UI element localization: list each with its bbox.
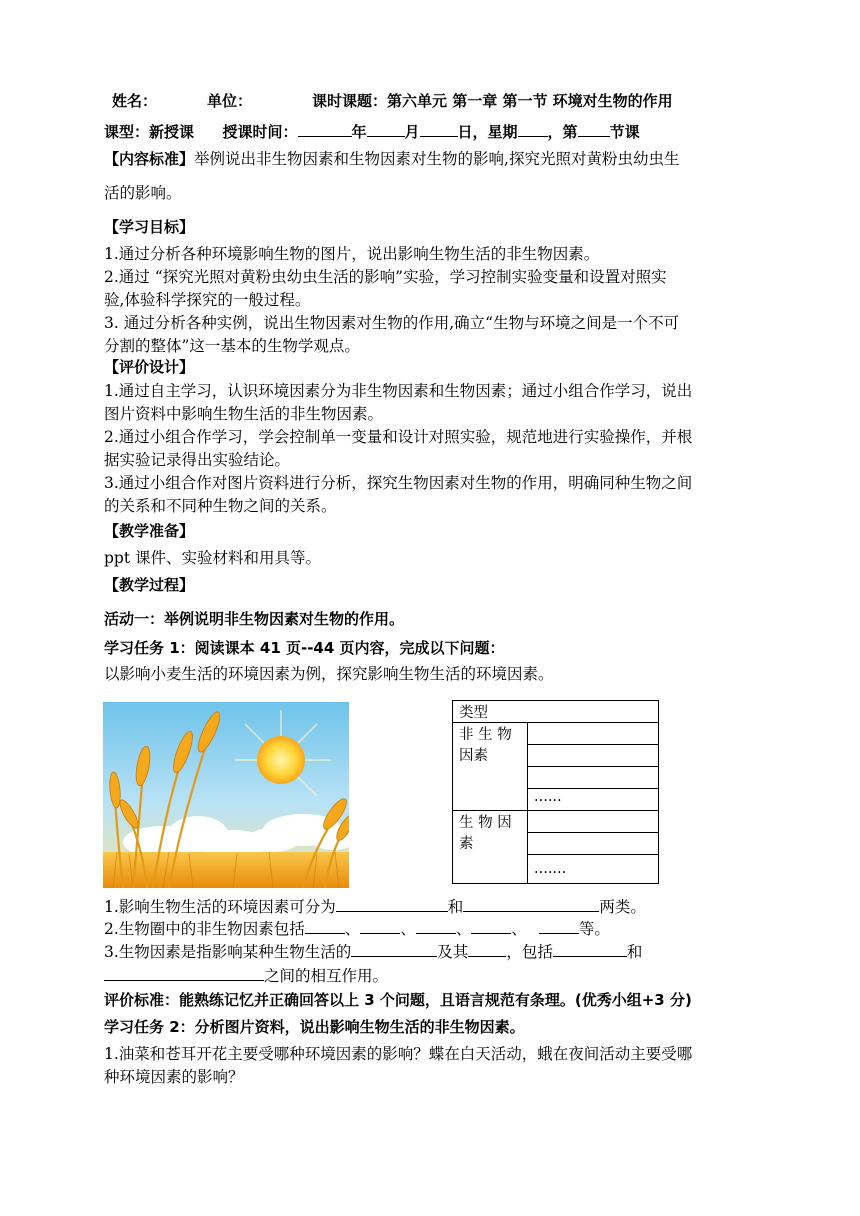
abiotic-answer-cell[interactable] — [528, 767, 659, 789]
evaluation-standard: 评价标准：能熟练记忆并正确回答以上 3 个问题，且语言规范有条理。(优秀小组+3 分) — [104, 991, 692, 1009]
time-label: 授课时间： — [222, 123, 298, 141]
question-3 — [104, 941, 642, 963]
evaluation-design-label: 【评价设计】 — [104, 358, 195, 376]
teaching-process-label: 【教学过程】 — [104, 576, 195, 594]
answer-blank[interactable] — [463, 897, 599, 912]
month-blank[interactable] — [367, 122, 405, 137]
year-text: 年 — [351, 123, 367, 141]
task-2-heading: 学习任务 2：分析图片资料，说出影响生物生活的非生物因素。 — [104, 1018, 525, 1036]
abiotic-label-line: 非 生 物 — [459, 727, 512, 743]
question-text: 和 — [447, 898, 464, 916]
question-text: 等。 — [578, 920, 610, 938]
separator: 、 — [455, 920, 472, 938]
wheat-field-illustration — [103, 702, 349, 888]
answer-blank[interactable] — [539, 919, 579, 934]
learning-goal-line: 1.通过分析各种环境影响生物的图片，说出影响生物生活的非生物因素。 — [104, 245, 600, 263]
table-header-cell: 类型 — [453, 701, 659, 723]
evaluation-line: 1.通过自主学习，认识环境因素分为非生物因素和生物因素；通过小组合作学习，说出 — [104, 382, 693, 400]
period-text: 节课 — [609, 123, 640, 141]
answer-blank[interactable] — [305, 919, 345, 934]
year-blank[interactable] — [298, 122, 352, 137]
learning-goal-line: 3. 通过分析各种实例，说出生物因素对生物的作用,确立“生物与环境之间是一个不可 — [104, 314, 680, 332]
question-text: 两类。 — [599, 898, 646, 916]
learning-goal-line: 2.通过 “探究光照对黄粉虫幼虫生活的影响”实验，学习控制实验变量和设置对照实 — [104, 268, 667, 286]
content-standard-text: 举例说出非生物因素和生物因素对生物的影响,探究光照对黄粉虫幼虫生 — [194, 150, 680, 168]
day-blank[interactable] — [420, 122, 458, 137]
answer-blank[interactable] — [104, 966, 264, 981]
task-2-question-1: 1.油菜和苍耳开花主要受哪种环境因素的影响？蝶在白天活动，蛾在夜间活动主要受哪 — [104, 1045, 693, 1063]
separator: 、 — [400, 920, 416, 938]
answer-blank[interactable] — [360, 919, 400, 934]
name-label: 姓名： — [112, 92, 158, 110]
biotic-factor-cell — [453, 811, 528, 884]
month-text: 月 — [404, 123, 420, 141]
question-text: 之间的相互作用。 — [264, 967, 389, 985]
evaluation-line: 图片资料中影响生物生活的非生物因素。 — [104, 405, 384, 423]
biotic-answer-cell[interactable] — [528, 811, 659, 833]
answer-blank[interactable] — [416, 919, 456, 934]
abiotic-factor-cell — [453, 723, 528, 811]
abiotic-answer-cell[interactable] — [528, 723, 659, 745]
learning-goal-line: 验,体验科学探究的一般过程。 — [104, 291, 311, 309]
abiotic-ellipsis-cell: ...... — [528, 789, 659, 811]
separator: 、 — [511, 920, 527, 938]
answer-blank[interactable] — [351, 942, 437, 957]
factor-classification-table — [452, 700, 659, 884]
question-text: 及其 — [437, 943, 469, 961]
abiotic-label-line: 因素 — [459, 748, 488, 764]
abiotic-answer-cell[interactable] — [528, 745, 659, 767]
period-blank[interactable] — [578, 122, 610, 137]
answer-blank[interactable] — [553, 942, 627, 957]
answer-blank[interactable] — [468, 942, 506, 957]
answer-blank[interactable] — [471, 919, 511, 934]
learning-goals-label: 【学习目标】 — [104, 218, 195, 236]
question-text: 3.生物因素是指影响某种生物生活的 — [104, 943, 352, 961]
question-2 — [104, 918, 610, 940]
question-1 — [104, 896, 646, 918]
question-text: 1.影响生物生活的环境因素可分为 — [104, 898, 336, 916]
answer-blank[interactable] — [336, 897, 448, 912]
separator: 、 — [344, 920, 361, 938]
content-standard-cont: 活的影响。 — [104, 184, 182, 202]
evaluation-line: 据实验记录得出实验结论。 — [104, 451, 291, 469]
day-text: 日，星期 — [457, 123, 518, 141]
ordinal-text: ，第 — [547, 123, 578, 141]
teaching-prep-label: 【教学准备】 — [104, 522, 195, 540]
weekday-blank[interactable] — [518, 122, 548, 137]
header-line-2 — [104, 121, 640, 143]
evaluation-line: 3.通过小组合作对图片资料进行分析，探究生物因素对生物的作用，明确同种生物之间 — [104, 474, 693, 492]
biotic-answer-cell[interactable] — [528, 833, 659, 855]
question-text: ，包括 — [506, 943, 553, 961]
question-text: 2.生物圈中的非生物因素包括 — [104, 920, 305, 938]
biotic-ellipsis-cell: ....... — [528, 855, 659, 884]
course-type: 课型：新授课 — [104, 123, 195, 141]
biotic-label-line: 素 — [459, 836, 474, 852]
learning-goal-line: 分割的整体”这一基本的生物学观点。 — [104, 337, 360, 355]
content-standard-label: 【内容标准】 — [104, 150, 195, 168]
unit-label: 单位： — [207, 92, 253, 110]
evaluation-line: 2.通过小组合作学习，学会控制单一变量和设计对照实验，规范地进行实验操作，并根 — [104, 428, 693, 446]
activity-1-heading: 活动一：举例说明非生物因素对生物的作用。 — [104, 610, 405, 628]
question-text: 和 — [626, 943, 643, 961]
teaching-prep-text: ppt 课件、实验材料和用具等。 — [104, 549, 322, 567]
task-2-question-1-cont: 种环境因素的影响？ — [104, 1068, 244, 1086]
biotic-label-line: 生 物 因 — [459, 815, 512, 831]
task-1-heading: 学习任务 1：阅读课本 41 页--44 页内容，完成以下问题： — [104, 639, 505, 657]
content-standard — [104, 148, 679, 170]
question-3-cont — [104, 965, 388, 987]
task-1-intro: 以影响小麦生活的环境因素为例，探究影响生物生活的环境因素。 — [104, 665, 554, 683]
evaluation-line: 的关系和不同种生物之间的关系。 — [104, 497, 337, 515]
lesson-topic: 课时课题：第六单元 第一章 第一节 环境对生物的作用 — [312, 92, 673, 110]
